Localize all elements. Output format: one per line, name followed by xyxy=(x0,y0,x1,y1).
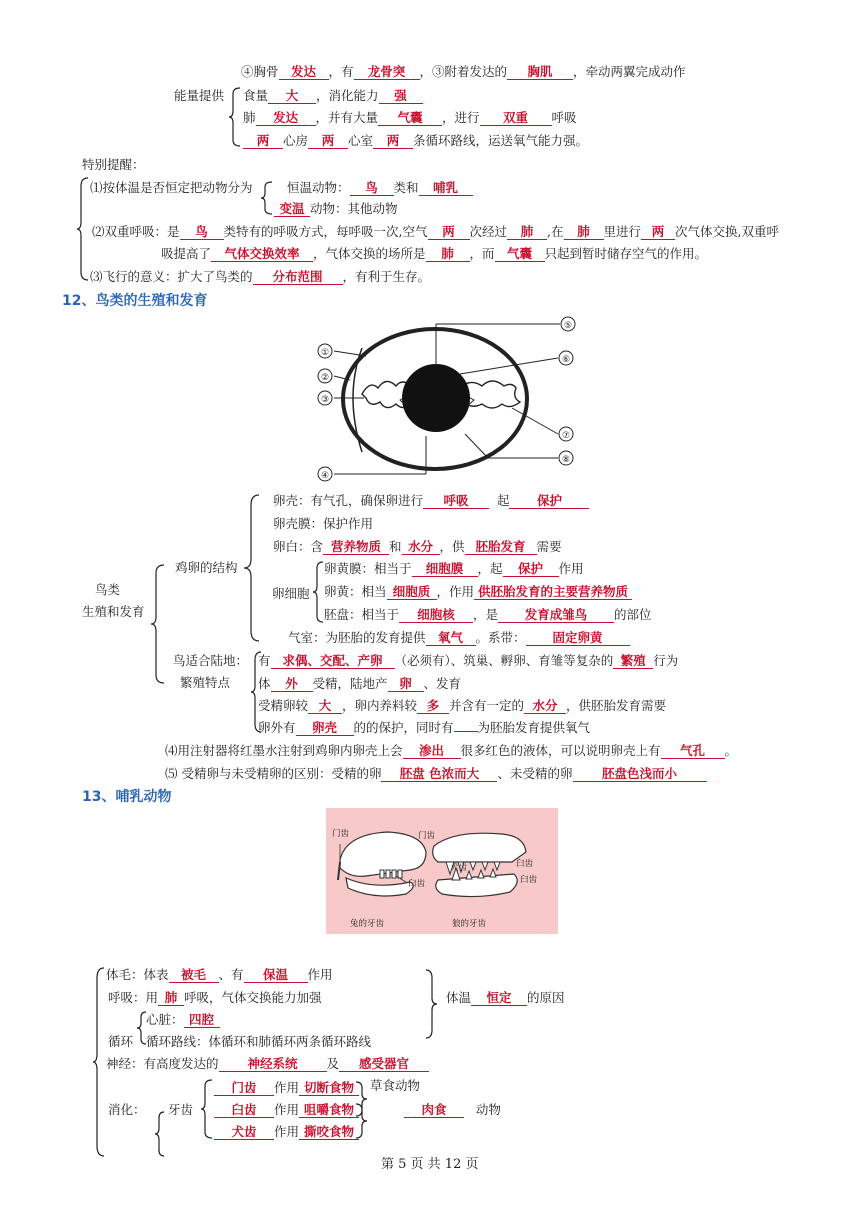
answer: 胚盘 色浓而大 xyxy=(381,767,497,782)
rabbit-incisor-label: 门齿 xyxy=(332,829,350,839)
heart-chamber-line: 心脏： 四腔 xyxy=(146,1012,220,1028)
incisor-line: 门齿 作用 切断食物 xyxy=(214,1080,359,1096)
brace xyxy=(228,86,242,148)
egg-label-5: ⑤ xyxy=(564,321,573,331)
molar-line: 臼齿 作用 咀嚼食物 xyxy=(214,1102,359,1118)
herbivore-label: 草食动物 xyxy=(370,1078,421,1093)
energy-label: 能量提供 xyxy=(174,88,225,103)
answer: 鸟 xyxy=(180,225,224,240)
brace xyxy=(92,966,106,1158)
answer xyxy=(454,731,478,732)
answer: 发育成雏鸟 xyxy=(498,608,614,623)
wolf-molar-top-label: 臼齿 xyxy=(516,859,534,869)
answer: 供胚胎发育的主要营养物质 xyxy=(474,585,632,600)
answer: 营养物质 xyxy=(323,540,389,555)
wolf-molar-label: 臼齿 xyxy=(520,875,538,885)
answer: 犬齿 xyxy=(214,1125,274,1140)
heart-line: 两 心房 两 心室 两 条循环路线，运送氧气能力强。 xyxy=(243,133,588,149)
egg-structure-label: 鸡卵的结构 xyxy=(175,560,238,575)
answer: 呼吸 xyxy=(423,494,489,509)
wolf-incisor-label: 门齿 xyxy=(418,831,436,841)
page-footer: 第 5 页 共 12 页 xyxy=(381,1157,479,1172)
brace xyxy=(312,560,324,624)
answer: 变温 xyxy=(274,202,310,217)
answer: 两 xyxy=(641,225,675,240)
lung-line: 肺 发达 ，并有大量 气囊 ，进行 双重 呼吸 xyxy=(243,110,577,125)
brace xyxy=(354,1102,368,1142)
answer: 固定卵黄 xyxy=(526,631,630,646)
answer: 两 xyxy=(308,134,348,149)
wolf-caption: 狼的牙齿 xyxy=(452,919,487,929)
adapt-label-1: 鸟适合陆地： xyxy=(173,653,249,668)
teeth-label: 牙齿 xyxy=(168,1102,194,1117)
cold-blooded-line: 变温 动物：其他动物 xyxy=(274,201,398,217)
egg-label-1: ① xyxy=(321,348,330,358)
fur-line: 体毛：体表 被毛 、有 保温 作用 xyxy=(106,967,333,982)
answer: 切断食物 xyxy=(299,1081,359,1096)
carnivore-line: 肉食 动物 xyxy=(404,1102,501,1118)
answer: 龙骨突 xyxy=(354,65,420,80)
question-5: ⑸ 受精卵与未受精卵的区别：受精的卵 胚盘 色浓而大 、未受精的卵 胚盘色浅而小 xyxy=(165,766,707,782)
digest-label: 消化： xyxy=(108,1102,146,1117)
answer: 气囊 xyxy=(495,247,545,262)
answer: 恒定 xyxy=(471,991,527,1006)
answer: 细胞质 xyxy=(387,585,437,600)
reminder-1: ⑴按体温是否恒定把动物分为 xyxy=(90,180,253,195)
reminder-title: 特别提醒： xyxy=(82,157,145,172)
root-label-2: 生殖和发育 xyxy=(82,604,145,619)
answer: 门齿 xyxy=(214,1081,274,1096)
egg-membrane-line: 卵壳膜：保护作用 xyxy=(273,516,374,531)
wolf-canine-label: 犬齿 xyxy=(450,863,468,873)
section-13-title: 13、哺乳动物 xyxy=(82,789,172,805)
warm-blooded-line: 恒温动物： 鸟 类和 哺乳 xyxy=(287,180,473,196)
egg-label-8: ⑧ xyxy=(562,455,571,465)
egg-label-6: ⑥ xyxy=(562,355,571,365)
section-12-title: 12、鸟类的生殖和发育 xyxy=(62,293,208,309)
answer: 卵 xyxy=(388,677,424,692)
answer: 肺 xyxy=(564,225,604,240)
body-temp-line: 体温 恒定 的原因 xyxy=(446,990,565,1005)
adapt-line-4: 卵外有 卵壳 的的保护，同时有 为胚胎发育提供氧气 xyxy=(258,720,591,735)
answer: 被毛 xyxy=(169,968,219,983)
brace xyxy=(150,563,166,685)
circulation-label: 循环 xyxy=(108,1034,134,1049)
answer: 胚盘色浅而小 xyxy=(573,767,707,782)
answer: 渗出 xyxy=(403,744,461,759)
answer: 保护 xyxy=(503,562,559,577)
answer: 两 xyxy=(373,134,413,149)
answer: 细胞膜 xyxy=(412,562,478,577)
adapt-line-1: 有 求偶、交配、产卵 （必须有）、筑巢、孵卵、育雏等复杂的 繁殖 行为 xyxy=(258,653,679,668)
answer: 细胞核 xyxy=(399,608,473,623)
sternum-line: ④胸骨 发达 ，有 龙骨突 ，③附着发达的 胸肌 ，牵动两翼完成动作 xyxy=(241,64,686,79)
answer: 肉食 xyxy=(404,1103,464,1118)
adapt-label-2: 繁殖特点 xyxy=(180,675,231,690)
answer: 外 xyxy=(271,677,313,692)
brace xyxy=(424,968,438,1040)
circulation-line: 循环路线：体循环和肺循环两条循环路线 xyxy=(146,1034,372,1049)
food-line: 食量 大 ，消化能力 强 xyxy=(243,88,423,104)
nerve-line: 神经：有高度发达的 神经系统 及 感受器官 xyxy=(106,1056,429,1072)
answer: 保护 xyxy=(509,494,589,509)
egg-label-3: ③ xyxy=(321,395,330,405)
brace xyxy=(76,176,90,282)
yolk-membrane-line: 卵黄膜：相当于 细胞膜 ，起 保护 作用 xyxy=(324,561,584,576)
answer: 气囊 xyxy=(378,111,442,126)
reminder-2a: ⑵双重呼吸：是 鸟 类特有的呼吸方式，每呼吸一次,空气 两 次经过 肺 ,在 肺 里进行 两 次气体交换,双重呼 xyxy=(92,224,779,239)
adapt-line-2: 体 外 受精，陆地产 卵 、发育 xyxy=(258,676,462,691)
egg-label-4: ④ xyxy=(321,471,330,481)
germinal-disc-line: 胚盘：相当于 细胞核 ，是 发育成雏鸟 的部位 xyxy=(324,607,652,622)
answer: 肺 xyxy=(426,247,470,262)
answer: 繁殖 xyxy=(613,654,653,669)
answer: 肺 xyxy=(507,225,547,240)
answer: 感受器官 xyxy=(339,1057,429,1072)
rabbit-caption: 兔的牙齿 xyxy=(350,919,385,929)
answer: 两 xyxy=(428,225,470,240)
yolk-line: 卵黄：相当 细胞质 ，作用 供胚胎发育的主要营养物质 xyxy=(324,584,632,600)
rabbit-molar-label: 臼齿 xyxy=(408,879,426,889)
answer: 两 xyxy=(243,134,283,149)
answer: 鸟 xyxy=(350,181,394,196)
reminder-3: ⑶飞行的意义：扩大了鸟类的 分布范围 ，有利于生存。 xyxy=(90,269,431,284)
air-cell-line: 气室：为胚胎的发育提供 氧气 。系带： 固定卵黄 xyxy=(288,630,630,646)
answer: 大 xyxy=(268,89,316,104)
reminder-2b: 吸提高了 气体交换效率 ，气体交换的场所是 肺 ，而 气囊 只起到暂时储存空气的作用。 xyxy=(161,246,708,261)
egg-cell-label: 卵细胞 xyxy=(272,586,310,601)
egg-label-2: ② xyxy=(321,373,330,383)
root-label-1: 鸟类 xyxy=(95,582,121,597)
canine-line: 犬齿 作用 撕咬食物 xyxy=(214,1124,359,1140)
egg-shell-line: 卵壳：有气孔，确保卵进行 呼吸 起 保护 xyxy=(273,493,589,509)
breath-line: 呼吸：用 肺 呼吸，气体交换能力加强 xyxy=(108,990,322,1005)
answer: 气体交换效率 xyxy=(211,247,313,262)
egg-white-line: 卵白：含 营养物质 和 水分 ，供 胚胎发育 需要 xyxy=(273,539,562,554)
egg-diagram xyxy=(300,316,590,486)
answer: 撕咬食物 xyxy=(299,1125,359,1140)
answer: 水分 xyxy=(402,540,440,555)
answer: 分布范围 xyxy=(253,270,343,285)
answer: 双重 xyxy=(480,111,552,126)
answer: 肺 xyxy=(158,991,184,1006)
brace xyxy=(154,1110,166,1158)
answer: 大 xyxy=(308,699,342,714)
answer: 胸肌 xyxy=(507,65,573,80)
answer: 咀嚼食物 xyxy=(299,1103,359,1118)
answer: 发达 xyxy=(279,65,329,80)
egg-yolk xyxy=(402,364,470,432)
answer: 神经系统 xyxy=(219,1057,327,1072)
brace xyxy=(260,180,274,216)
answer: 求偶、交配、产卵 xyxy=(271,654,395,669)
answer: 发达 xyxy=(256,111,316,126)
answer: 胚胎发育 xyxy=(465,540,537,555)
adapt-line-3: 受精卵较 大 ，卵内养料较 多 并含有一定的 水分 ，供胚胎发育需要 xyxy=(258,698,667,713)
answer: 臼齿 xyxy=(214,1103,274,1118)
answer: 保温 xyxy=(244,968,308,983)
brace xyxy=(243,493,261,643)
answer: 四腔 xyxy=(184,1013,220,1028)
answer: 气孔 xyxy=(661,744,725,759)
brace xyxy=(200,1078,214,1140)
answer: 哺乳 xyxy=(419,181,473,196)
teeth-figure xyxy=(326,808,558,934)
question-4: ⑷用注射器将红墨水注射到鸡卵内卵壳上会 渗出 很多红色的液体，可以说明卵壳上有 气孔 。 xyxy=(165,743,738,758)
answer: 卵壳 xyxy=(296,721,354,736)
egg-label-7: ⑦ xyxy=(562,431,571,441)
answer: 强 xyxy=(379,89,423,104)
answer: 氧气 xyxy=(426,631,476,646)
answer: 多 xyxy=(417,699,449,714)
answer: 水分 xyxy=(524,699,566,714)
